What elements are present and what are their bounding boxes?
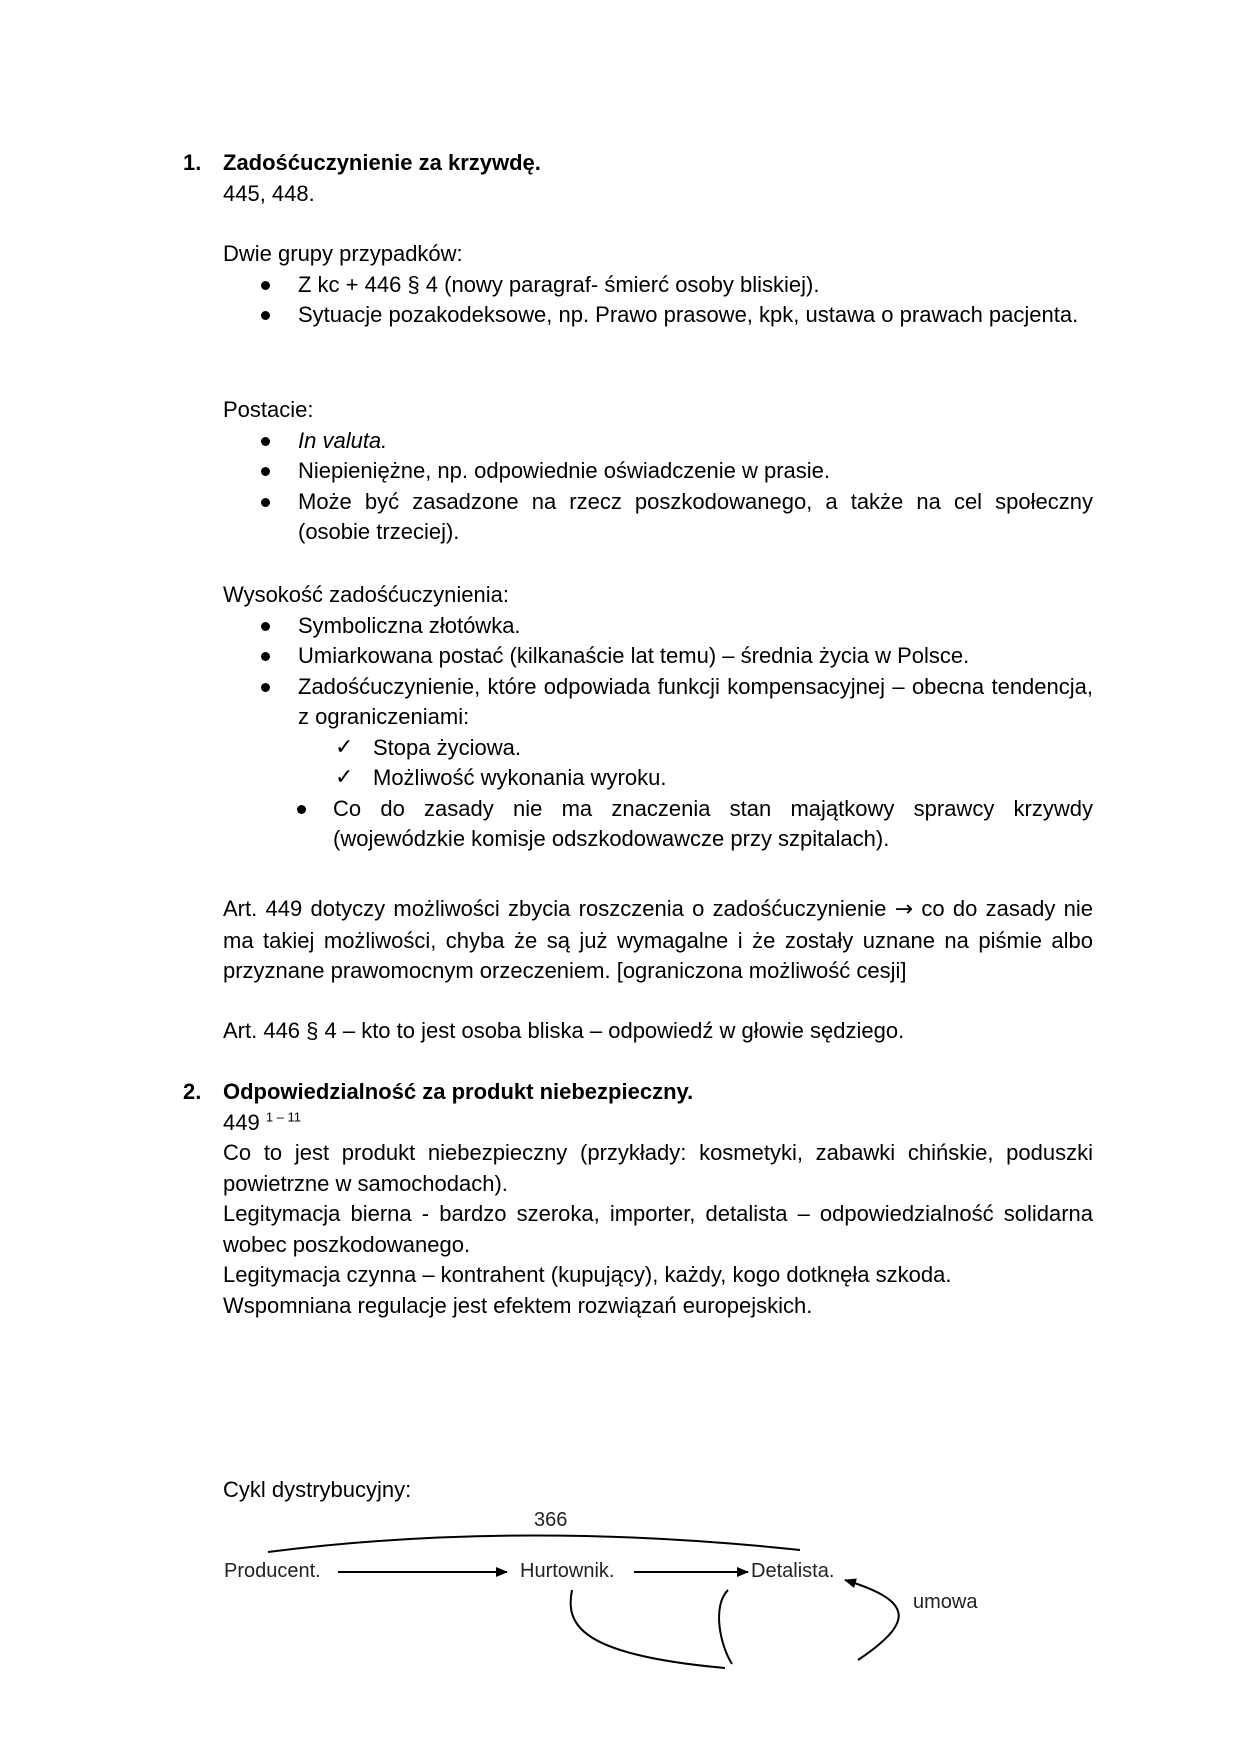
list-item: Może być zasadzone na rzecz poszkodowanego, a także na cel społeczny (osobie trzeciej).	[223, 487, 1093, 548]
section-2-heading: Odpowiedzialność za produkt niebezpieczny.	[223, 1079, 694, 1104]
list-item: Umiarkowana postać (kilkanaście lat temu) – średnia życia w Polsce.	[223, 641, 1093, 672]
amount-title: Wysokość zadośćuczynienia:	[223, 582, 509, 607]
check-item: ✓ Stopa życiowa.	[223, 733, 1093, 764]
list-item: In valuta.	[223, 426, 1093, 457]
list-item: Niepieniężne, np. odpowiednie oświadczenie w prasie.	[223, 456, 1093, 487]
diagram-node-wholesaler: Hurtownik.	[520, 1560, 615, 1582]
list-item: Zadośćuczynienie, które odpowiada funkcji kompensacyjnej – obecna tendencja, z ograniczeniami:	[223, 672, 1093, 733]
section-2-line: Wspomniana regulacje jest efektem rozwiązań europejskich.	[223, 1292, 813, 1318]
art-449-text-end: co do zasady nie ma takiej możliwości, chyba że są już wymagalne i że zostały uznane na piśmie albo przyznane prawomocnym orzeczeniem. [ograniczona możliwość cesji]	[223, 896, 1093, 983]
section-2-line: Legitymacja czynna – kontrahent (kupujący), każdy, kogo dotknęła szkoda.	[223, 1262, 952, 1287]
diagram-node-retailer: Detalista.	[751, 1560, 835, 1582]
diagram-label-366: 366	[534, 1509, 568, 1531]
section-1-heading: Zadośćuczynienie za krzywdę.	[223, 150, 541, 175]
art-446-text: Art. 446 § 4 – kto to jest osoba bliska – odpowiedź w głowie sędziego.	[223, 1018, 905, 1043]
art-449-text-start: Art. 449 dotyczy możliwości zbycia roszczenia o zadośćuczynienie	[223, 896, 887, 921]
groups-title: Dwie grupy przypadków:	[223, 241, 463, 266]
forms-title: Postacie:	[223, 397, 314, 422]
section-2-line: Legitymacja bierna - bardzo szeroka, importer, detalista – odpowiedzialność solidarna wobec poszkodowanego.	[223, 1201, 1093, 1257]
curve-mid	[719, 1590, 732, 1664]
list-item: Sytuacje pozakodeksowe, np. Prawo prasowe, kpk, ustawa o prawach pacjenta.	[223, 300, 1093, 331]
section-1-articles: 445, 448.	[223, 180, 315, 206]
section-2-line: Co to jest produkt niebezpieczny (przykłady: kosmetyki, zabawki chińskie, poduszki powietrzne w samochodach).	[223, 1140, 1093, 1196]
list-item: Z kc + 446 § 4 (nowy paragraf- śmierć osoby bliskiej).	[223, 270, 1093, 301]
diagram-title: Cykl dystrybucyjny:	[223, 1477, 412, 1502]
arrow-right-icon: →	[894, 897, 914, 922]
check-item: ✓ Możliwość wykonania wyroku.	[223, 763, 1093, 794]
article-number: 449	[223, 1109, 260, 1135]
list-item: Symboliczna złotówka.	[223, 611, 1093, 642]
list-item: Co do zasady nie ma znaczenia stan majątkowy sprawcy krzywdy (wojewódzkie komisje odszkodowawcze przy szpitalach).	[223, 794, 1093, 855]
section-2-number: 2.	[183, 1079, 202, 1104]
diagram-label-contract: umowa	[913, 1591, 978, 1613]
curve-left	[571, 1590, 725, 1668]
diagram-node-producer: Producent.	[224, 1560, 321, 1582]
article-superscript: 1 – 11	[265, 1109, 302, 1125]
contract-arrow	[845, 1580, 899, 1660]
section-1-number: 1.	[183, 150, 202, 175]
arc-line	[268, 1535, 800, 1552]
